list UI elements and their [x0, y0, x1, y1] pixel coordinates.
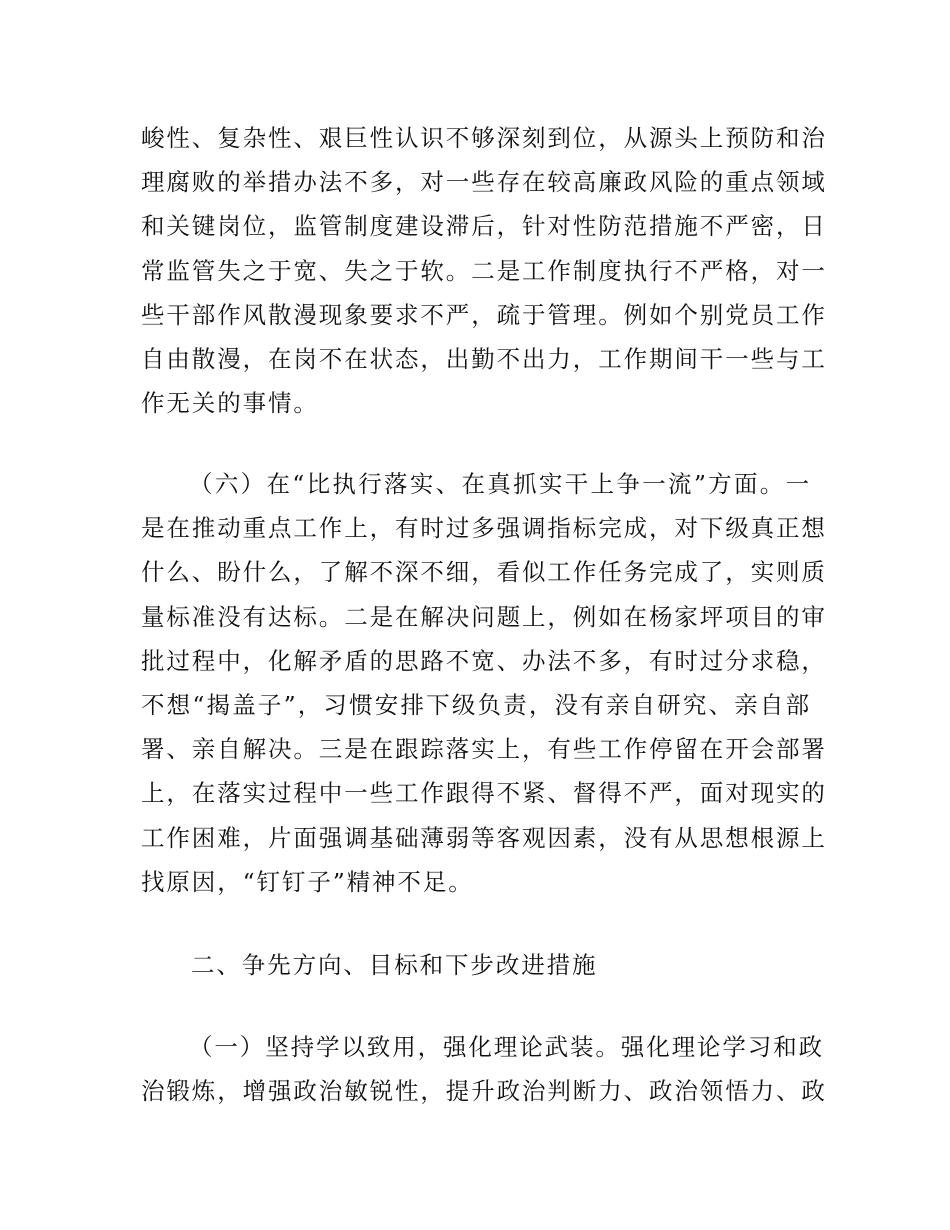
paragraph-line: 批过程中，化解矛盾的思路不宽、办法不多，有时过分求稳，	[141, 646, 827, 675]
paragraph-line: 峻性、复杂性、艰巨性认识不够深刻到位，从源头上预防和治	[141, 124, 827, 152]
paragraph-line: 署、亲自解决。三是在跟踪落实上，有些工作停留在开会部署	[141, 735, 827, 764]
paragraph-execution-issues	[141, 462, 827, 904]
paragraph-line: 工作困难，片面强调基础薄弱等客观因素，没有从思想根源上	[141, 823, 827, 852]
paragraph-line: 常监管失之于宽、失之于软。二是工作制度执行不严格，对一	[141, 256, 827, 285]
paragraph-line: 自由散漫，在岗不在状态，出勤不出力，工作期间干一些与工	[141, 344, 827, 373]
paragraph-line: 量标准没有达标。二是在解决问题上，例如在杨家坪项目的审	[141, 602, 827, 631]
paragraph-line: 些干部作风散漫现象要求不严，疏于管理。例如个别党员工作	[141, 300, 827, 329]
paragraph-theory-study	[141, 1025, 827, 1113]
paragraph-line: 作无关的事情。	[141, 389, 319, 418]
paragraph-line: 和关键岗位，监管制度建设滞后，针对性防范措施不严密，日	[141, 212, 827, 241]
paragraph-line: 是在推动重点工作上，有时过多强调指标完成，对下级真正想	[141, 514, 827, 543]
paragraph-line: 治锻炼，增强政治敏锐性，提升政治判断力、政治领悟力、政	[141, 1077, 827, 1106]
paragraph-line: 不想“揭盖子”，习惯安排下级负责，没有亲自研究、亲自部	[141, 690, 811, 719]
section-heading-text: 二、争先方向、目标和下步改进措施	[191, 951, 598, 979]
paragraph-line: （一）坚持学以致用，强化理论武装。强化理论学习和政	[189, 1033, 824, 1061]
section-heading	[141, 943, 811, 987]
paragraph-line: 什么、盼什么，了解不深不细，看似工作任务完成了，实则质	[141, 558, 827, 587]
paragraph-line: 找原因，“钉钉子”精神不足。	[141, 867, 474, 896]
paragraph-line: 上，在落实过程中一些工作跟得不紧、督得不严，面对现实的	[141, 779, 827, 808]
paragraph-line: （六）在“比执行落实、在真抓实干上争一流”方面。一	[189, 470, 811, 498]
paragraph-line: 理腐败的举措办法不多，对一些存在较高廉政风险的重点领域	[141, 168, 827, 197]
paragraph-discipline-issues	[141, 116, 827, 425]
